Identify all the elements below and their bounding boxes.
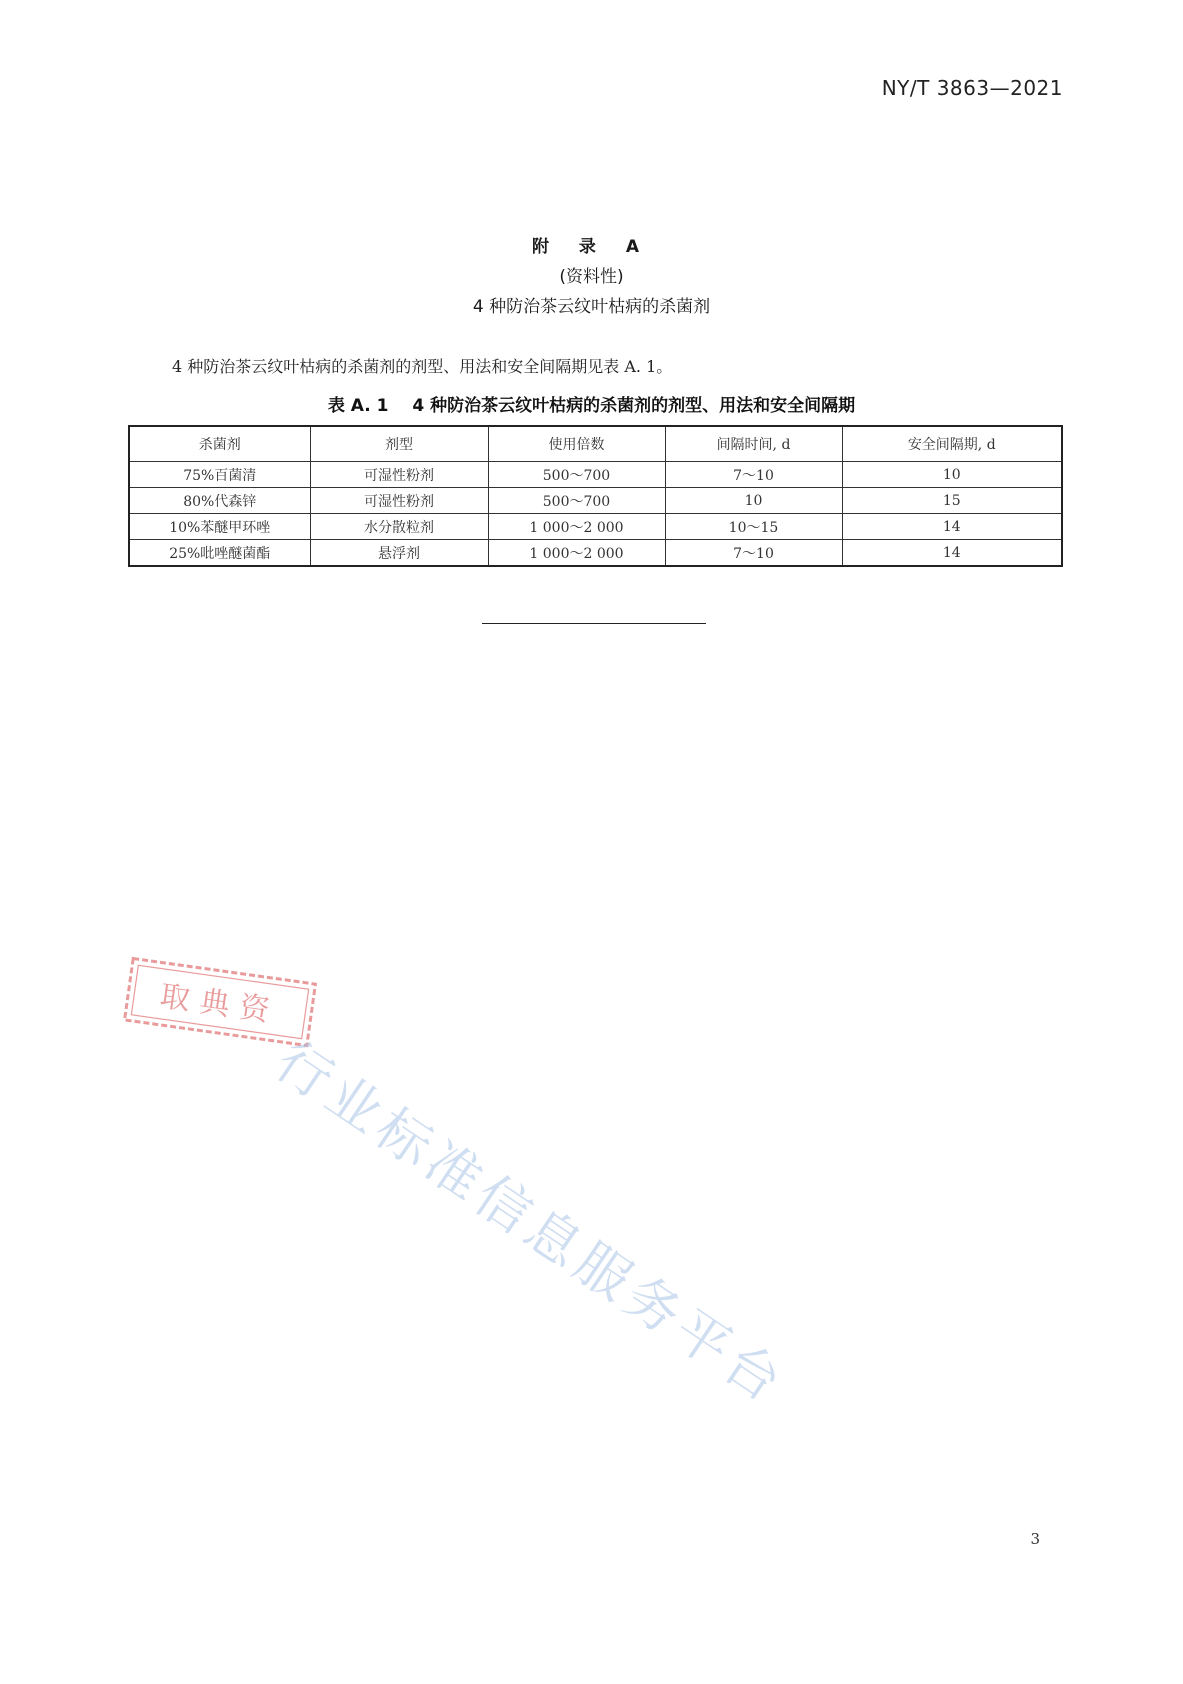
table-caption-text: 4 种防治茶云纹叶枯病的杀菌剂的剂型、用法和安全间隔期 (412, 396, 856, 416)
table-caption-id: 表 A. 1 (327, 396, 389, 416)
appendix-label: 附 录 A (532, 237, 651, 257)
intro-paragraph: 4 种防治茶云纹叶枯病的杀菌剂的剂型、用法和安全间隔期见表 A. 1。 (172, 357, 673, 376)
cell-dilution: 1 000～2 000 (488, 514, 665, 540)
stamp-text: 取典资 (157, 978, 282, 1031)
cell-dilution: 1 000～2 000 (488, 540, 665, 567)
fungicide-table (128, 425, 1063, 567)
header-interval: 间隔时间, d (665, 426, 842, 462)
cell-dilution: 500～700 (488, 488, 665, 514)
cell-safety-interval: 14 (842, 540, 1062, 567)
header-fungicide: 杀菌剂 (129, 426, 310, 462)
table-row (129, 540, 1062, 567)
table-header-row (129, 426, 1062, 462)
header-safety-interval: 安全间隔期, d (842, 426, 1062, 462)
end-rule (482, 623, 706, 624)
cell-formulation: 可湿性粉剂 (310, 462, 488, 488)
cell-fungicide: 75%百菌清 (129, 462, 310, 488)
table-row (129, 462, 1062, 488)
page-number: 3 (1030, 1530, 1040, 1548)
table-row (129, 514, 1062, 540)
table-caption (0, 391, 1183, 416)
cell-fungicide: 25%吡唑醚菌酯 (129, 540, 310, 567)
cell-interval: 7～10 (665, 540, 842, 567)
table-row (129, 488, 1062, 514)
header-formulation: 剂型 (310, 426, 488, 462)
cell-formulation: 可湿性粉剂 (310, 488, 488, 514)
cell-formulation: 悬浮剂 (310, 540, 488, 567)
cell-safety-interval: 15 (842, 488, 1062, 514)
cell-formulation: 水分散粒剂 (310, 514, 488, 540)
standard-code: NY/T 3863—2021 (881, 76, 1063, 100)
red-stamp (121, 955, 319, 1049)
cell-interval: 7～10 (665, 462, 842, 488)
cell-fungicide: 10%苯醚甲环唑 (129, 514, 310, 540)
header-dilution: 使用倍数 (488, 426, 665, 462)
cell-dilution: 500～700 (488, 462, 665, 488)
cell-fungicide: 80%代森锌 (129, 488, 310, 514)
cell-interval: 10 (665, 488, 842, 514)
cell-safety-interval: 10 (842, 462, 1062, 488)
appendix-nature: (资料性) (559, 267, 624, 287)
appendix-title: 4 种防治茶云纹叶枯病的杀菌剂 (472, 297, 711, 317)
cell-interval: 10～15 (665, 514, 842, 540)
cell-safety-interval: 14 (842, 514, 1062, 540)
watermark-text: 行业标准信息服务平台 (264, 1029, 798, 1417)
